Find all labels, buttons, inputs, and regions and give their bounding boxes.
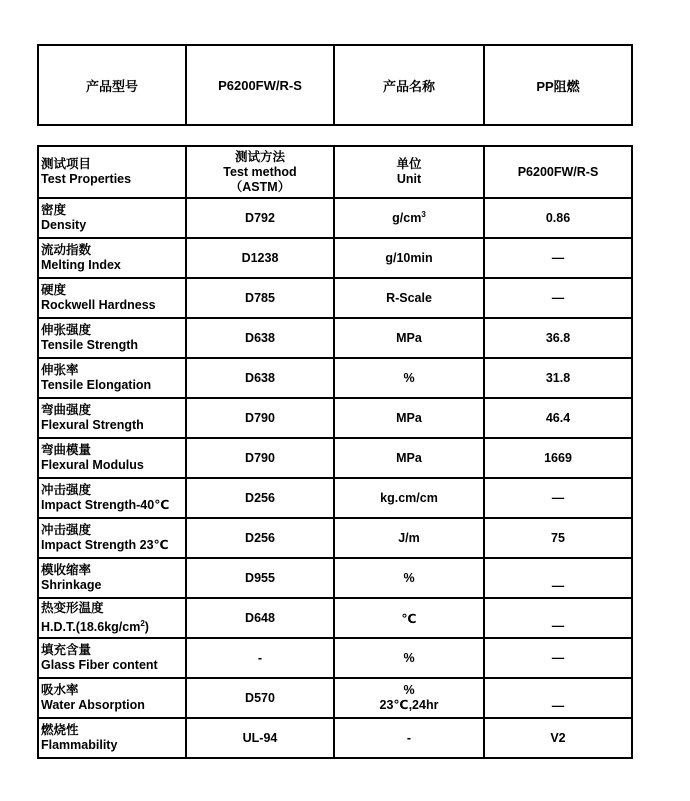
table-row: [38, 438, 632, 478]
properties-table: [37, 145, 633, 759]
col-header-unit-zh: 单位: [396, 157, 422, 171]
test-method-cell: D570: [186, 678, 334, 718]
value-cell: [484, 358, 632, 398]
property-cell: [38, 558, 186, 598]
property-name-en: Tensile Elongation: [41, 378, 152, 392]
product-model-value: P6200FW/R-S: [186, 45, 334, 125]
property-cell: [38, 238, 186, 278]
property-name-en-line: [41, 616, 185, 635]
property-value: —: [551, 699, 565, 713]
property-value: 0.86: [545, 211, 571, 225]
col-header-grade: [484, 146, 632, 198]
value-cell: [484, 598, 632, 638]
property-name-en: Glass Fiber content: [41, 658, 158, 672]
property-name-zh: 吸水率: [41, 683, 79, 697]
value-cell: [484, 638, 632, 678]
property-name-en-line: [41, 378, 185, 393]
table-row: [38, 238, 632, 278]
property-cell: [38, 358, 186, 398]
property-cell: [38, 638, 186, 678]
property-name-en: Impact Strength-40℃: [41, 498, 170, 512]
property-cell: [38, 198, 186, 238]
property-name-en: Tensile Strength: [41, 338, 139, 352]
property-name-zh: 填充含量: [41, 643, 92, 657]
test-method-cell: D648: [186, 598, 334, 638]
value-cell: [484, 438, 632, 478]
value-cell: [484, 238, 632, 278]
property-name-en-line: [41, 218, 185, 233]
unit-cell: [334, 278, 484, 318]
col-header-unit: [334, 146, 484, 198]
property-name-zh: 伸张率: [41, 363, 79, 377]
product-name-label: 产品名称: [334, 45, 484, 125]
property-cell: [38, 678, 186, 718]
table-row: [38, 638, 632, 678]
unit-text: %: [403, 683, 415, 697]
properties-rows: [38, 198, 632, 758]
unit-cell: [334, 238, 484, 278]
property-name-zh: 弯曲模量: [41, 443, 92, 457]
product-header-table: [37, 44, 633, 126]
unit-sup: 3: [421, 210, 426, 220]
property-name-en-sup: 2: [140, 618, 145, 628]
properties-header-row: [38, 146, 632, 198]
test-method-cell: D792: [186, 198, 334, 238]
unit-cell: [334, 438, 484, 478]
col-header-unit-en: Unit: [396, 172, 422, 186]
property-cell: [38, 318, 186, 358]
unit-cell: [334, 478, 484, 518]
table-row: [38, 678, 632, 718]
property-name-zh: 冲击强度: [41, 523, 92, 537]
value-cell: [484, 678, 632, 718]
property-name-en-line: [41, 458, 185, 473]
property-cell: [38, 518, 186, 558]
property-name-en-line: [41, 338, 185, 353]
unit-cell: [334, 358, 484, 398]
property-cell: [38, 278, 186, 318]
property-name-en: Density: [41, 218, 87, 232]
col-header-method: [186, 146, 334, 198]
table-row: [38, 318, 632, 358]
col-header-properties: [38, 146, 186, 198]
unit-cell: [334, 718, 484, 758]
table-row: [38, 358, 632, 398]
property-value: 46.4: [545, 411, 571, 425]
test-method-cell: D790: [186, 438, 334, 478]
unit-text: MPa: [396, 411, 422, 425]
property-name-en: Water Absorption: [41, 698, 145, 712]
unit-text: -: [406, 731, 412, 745]
unit-text: R-Scale: [386, 291, 432, 305]
property-cell: [38, 598, 186, 638]
unit-cell: [334, 198, 484, 238]
unit-cell: [334, 518, 484, 558]
value-cell: [484, 518, 632, 558]
unit-cell: [334, 638, 484, 678]
property-name-en-line: [41, 538, 185, 553]
unit-text: ℃: [401, 611, 417, 626]
col-header-method-en: Test method: [223, 164, 297, 179]
table-row: [38, 278, 632, 318]
unit-text: MPa: [396, 331, 422, 345]
property-name-zh: 密度: [41, 203, 67, 217]
property-cell: [38, 478, 186, 518]
test-method-cell: D256: [186, 478, 334, 518]
test-method-cell: D785: [186, 278, 334, 318]
col-header-grade-en: P6200FW/R-S: [517, 165, 599, 179]
col-header-method-zh: 测试方法: [234, 149, 285, 164]
value-cell: [484, 558, 632, 598]
property-name-zh: 模收缩率: [41, 563, 92, 577]
test-method-cell: D638: [186, 318, 334, 358]
unit-cell: [334, 318, 484, 358]
property-name-zh: 伸张强度: [41, 323, 92, 337]
unit-text-line2: 23℃,24hr: [379, 698, 439, 712]
unit-cell: [334, 678, 484, 718]
property-name-en: Flexural Strength: [41, 418, 144, 432]
property-value: —: [551, 491, 565, 505]
property-name-en: Flexural Modulus: [41, 458, 144, 472]
property-name-en-line: [41, 258, 185, 273]
col-header-method-sub: （ASTM）: [229, 179, 291, 194]
unit-text: %: [403, 651, 415, 665]
unit-cell: [334, 398, 484, 438]
property-name-zh: 硬度: [41, 283, 67, 297]
col-header-properties-zh: 测试项目: [41, 157, 92, 171]
property-value: 36.8: [545, 331, 571, 345]
test-method-cell: D790: [186, 398, 334, 438]
unit-cell: [334, 598, 484, 638]
unit-text: %: [403, 371, 415, 385]
property-name-en-line: [41, 698, 185, 713]
property-cell: [38, 718, 186, 758]
property-name-zh: 燃烧性: [41, 723, 79, 737]
property-name-en: Flammability: [41, 738, 118, 752]
test-method-cell: -: [186, 638, 334, 678]
table-row: [38, 518, 632, 558]
property-name-zh: 弯曲强度: [41, 403, 92, 417]
test-method-cell: D256: [186, 518, 334, 558]
property-name-en-tail: ): [144, 620, 149, 635]
value-cell: [484, 398, 632, 438]
unit-text: MPa: [396, 451, 422, 465]
property-value: —: [551, 651, 565, 665]
table-row: [38, 478, 632, 518]
unit-text: kg.cm/cm: [380, 491, 438, 505]
product-name-value: PP阻燃: [484, 45, 632, 125]
property-value: V2: [550, 731, 566, 745]
property-name-en-line: [41, 658, 185, 673]
property-value: —: [551, 579, 565, 593]
table-row: [38, 558, 632, 598]
property-name-en-line: [41, 578, 185, 593]
property-cell: [38, 438, 186, 478]
property-name-en-line: [41, 418, 185, 433]
property-value: 31.8: [545, 371, 571, 385]
value-cell: [484, 478, 632, 518]
test-method-cell: D955: [186, 558, 334, 598]
table-row: [38, 598, 632, 638]
property-value: —: [551, 291, 565, 305]
property-name-en-line: [41, 738, 185, 753]
property-name-en: Impact Strength 23℃: [41, 538, 169, 552]
value-cell: [484, 718, 632, 758]
col-header-properties-en: Test Properties: [41, 172, 132, 186]
value-cell: [484, 198, 632, 238]
product-header-row: [38, 45, 632, 125]
property-name-en: Melting Index: [41, 258, 121, 272]
property-name-en: Rockwell Hardness: [41, 298, 156, 312]
table-row: [38, 198, 632, 238]
property-value: —: [551, 251, 565, 265]
unit-text: %: [403, 571, 415, 585]
table-row: [38, 718, 632, 758]
property-value: 1669: [544, 451, 572, 465]
test-method-cell: D1238: [186, 238, 334, 278]
unit-text: g/10min: [385, 251, 433, 265]
test-method-cell: UL-94: [186, 718, 334, 758]
value-cell: [484, 278, 632, 318]
unit-text: g/cm: [392, 211, 422, 226]
property-name-zh: 热变形温度: [41, 600, 104, 615]
product-model-label: 产品型号: [38, 45, 186, 125]
property-cell: [38, 398, 186, 438]
property-name-zh: 冲击强度: [41, 483, 92, 497]
unit-text: J/m: [398, 531, 420, 545]
property-value: 75: [551, 531, 565, 545]
property-value: —: [551, 619, 565, 633]
table-row: [38, 398, 632, 438]
property-name-en-line: [41, 498, 185, 513]
test-method-cell: D638: [186, 358, 334, 398]
value-cell: [484, 318, 632, 358]
property-name-en: Shrinkage: [41, 578, 102, 592]
unit-cell: [334, 558, 484, 598]
property-name-en: H.D.T.(18.6kg/cm: [41, 620, 141, 635]
property-name-zh: 流动指数: [41, 243, 92, 257]
property-name-en-line: [41, 298, 185, 313]
